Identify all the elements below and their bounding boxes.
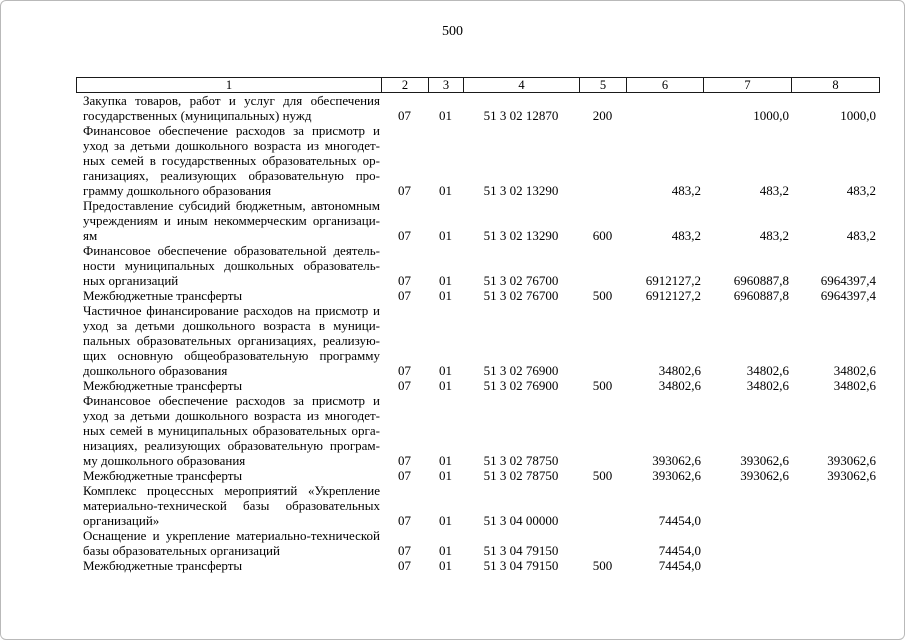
cell-value: 07 <box>398 228 411 243</box>
cell-c6 <box>626 198 703 243</box>
cell-value: 393062,6 <box>740 468 789 483</box>
name-line: государственных (муниципальных) нужд <box>83 108 312 123</box>
cell-c6 <box>626 378 703 393</box>
cell-value: 483,2 <box>671 228 701 243</box>
cell-c3 <box>428 378 463 393</box>
cell-name <box>76 198 381 243</box>
name-line: организаций» <box>83 513 160 528</box>
cell-value: 07 <box>398 453 411 468</box>
cell-value: 51 3 02 13290 <box>483 228 559 243</box>
header-cell-2: 2 <box>382 78 429 92</box>
name-line: Финансовое обеспечение расходов за присмотр и <box>83 393 380 408</box>
cell-value: 34802,6 <box>746 363 789 378</box>
table-row <box>76 528 880 558</box>
cell-c8 <box>791 558 878 573</box>
cell-c2 <box>381 198 428 243</box>
name-line: Оснащение и укрепление материально-технической <box>83 528 380 543</box>
name-line: Предоставление субсидий бюджетным, автономным <box>83 198 380 213</box>
cell-c4 <box>463 93 579 123</box>
cell-c7 <box>703 303 791 378</box>
cell-value: 51 3 04 00000 <box>483 513 559 528</box>
table-row <box>76 558 880 573</box>
page-number: 500 <box>442 24 463 39</box>
cell-value: 6960887,8 <box>733 288 789 303</box>
cell-value: 07 <box>398 513 411 528</box>
cell-c8 <box>791 483 878 528</box>
name-line: материально-технической базы образовательных <box>83 498 380 513</box>
cell-c6 <box>626 93 703 123</box>
cell-value: 500 <box>592 378 613 393</box>
cell-c5 <box>579 393 626 468</box>
cell-c5 <box>579 528 626 558</box>
cell-name <box>76 393 381 468</box>
cell-c5 <box>579 558 626 573</box>
cell-c2 <box>381 303 428 378</box>
name-line: щих основную общеобразовательную программу <box>83 348 380 363</box>
header-cell-7: 7 <box>704 78 792 92</box>
cell-c3 <box>428 303 463 378</box>
cell-c6 <box>626 393 703 468</box>
cell-c4 <box>463 558 579 573</box>
name-line: Межбюджетные трансферты <box>83 378 243 393</box>
cell-value: 07 <box>398 288 411 303</box>
cell-c8 <box>791 393 878 468</box>
cell-c7 <box>703 243 791 288</box>
cell-value: 51 3 02 76900 <box>483 378 559 393</box>
cell-value: 01 <box>439 183 452 198</box>
cell-c6 <box>626 243 703 288</box>
cell-c3 <box>428 288 463 303</box>
cell-c8 <box>791 288 878 303</box>
header-cell-8: 8 <box>832 78 839 92</box>
cell-c4 <box>463 123 579 198</box>
cell-value: 1000,0 <box>840 108 876 123</box>
cell-name <box>76 528 381 558</box>
header-cell-5: 5 <box>580 78 627 92</box>
cell-c5 <box>579 93 626 123</box>
cell-name <box>76 468 381 483</box>
cell-c4 <box>463 288 579 303</box>
name-line: Межбюджетные трансферты <box>83 288 243 303</box>
cell-value: 01 <box>439 378 452 393</box>
table-row <box>76 303 880 378</box>
cell-c4 <box>463 483 579 528</box>
cell-c2 <box>381 243 428 288</box>
name-line: Закупка товаров, работ и услуг для обеспечения <box>83 93 380 108</box>
cell-value: 34802,6 <box>833 363 876 378</box>
cell-value: 07 <box>398 108 411 123</box>
cell-value: 07 <box>398 558 411 573</box>
table-row <box>76 393 880 468</box>
name-line: ных семей в муниципальных образовательных орга- <box>83 423 380 438</box>
name-line: пальных образовательных организациях, реализую- <box>83 333 380 348</box>
cell-c7 <box>703 483 791 528</box>
cell-value: 51 3 02 76900 <box>483 363 559 378</box>
name-line: уход за детьми дошкольного возраста в муници- <box>83 318 380 333</box>
cell-value: 51 3 02 12870 <box>483 108 559 123</box>
cell-c3 <box>428 123 463 198</box>
cell-name <box>76 558 381 573</box>
cell-c7 <box>703 378 791 393</box>
cell-name <box>76 303 381 378</box>
cell-c5 <box>579 483 626 528</box>
name-line: дошкольного образования <box>83 363 228 378</box>
cell-c3 <box>428 468 463 483</box>
cell-value: 393062,6 <box>827 453 876 468</box>
cell-c8 <box>791 468 878 483</box>
cell-c4 <box>463 393 579 468</box>
cell-c4 <box>463 378 579 393</box>
name-line: ных организаций <box>83 273 179 288</box>
cell-c2 <box>381 288 428 303</box>
cell-c8 <box>791 303 878 378</box>
cell-c8 <box>791 93 878 123</box>
cell-value: 01 <box>439 288 452 303</box>
cell-name <box>76 483 381 528</box>
cell-value: 393062,6 <box>740 453 789 468</box>
cell-value: 200 <box>592 108 613 123</box>
name-line: учреждениям и иным некоммерческим организаци- <box>83 213 380 228</box>
name-line: Финансовое обеспечение расходов за присмотр и <box>83 123 380 138</box>
cell-value: 34802,6 <box>746 378 789 393</box>
cell-name <box>76 243 381 288</box>
cell-c6 <box>626 303 703 378</box>
cell-value: 01 <box>439 543 452 558</box>
cell-c4 <box>463 198 579 243</box>
cell-value: 393062,6 <box>652 468 701 483</box>
budget-table <box>76 77 880 573</box>
cell-c3 <box>428 558 463 573</box>
table-row <box>76 378 880 393</box>
cell-c2 <box>381 393 428 468</box>
cell-value: 07 <box>398 363 411 378</box>
header-cell-6: 6 <box>627 78 704 92</box>
table-header-row <box>76 77 880 93</box>
cell-c3 <box>428 93 463 123</box>
table-row <box>76 123 880 198</box>
cell-c6 <box>626 288 703 303</box>
cell-value: 6964397,4 <box>820 273 876 288</box>
name-line: базы образовательных организаций <box>83 543 280 558</box>
cell-value: 07 <box>398 543 411 558</box>
header-cell-4: 4 <box>464 78 580 92</box>
cell-c6 <box>626 123 703 198</box>
cell-c5 <box>579 468 626 483</box>
cell-value: 01 <box>439 228 452 243</box>
cell-value: 01 <box>439 273 452 288</box>
name-line: низациях, реализующих образовательную програм- <box>83 438 380 453</box>
cell-c6 <box>626 468 703 483</box>
cell-c5 <box>579 378 626 393</box>
name-line: Межбюджетные трансферты <box>83 558 243 573</box>
cell-value: 74454,0 <box>658 513 701 528</box>
cell-c8 <box>791 528 878 558</box>
table-row <box>76 468 880 483</box>
header-cell-3: 3 <box>429 78 464 92</box>
cell-c7 <box>703 393 791 468</box>
cell-value: 51 3 02 78750 <box>483 468 559 483</box>
cell-value: 500 <box>592 468 613 483</box>
cell-value: 01 <box>439 558 452 573</box>
cell-value: 500 <box>592 558 613 573</box>
cell-name <box>76 93 381 123</box>
name-line: уход за детьми дошкольного возраста из многодет- <box>83 408 380 423</box>
cell-value: 01 <box>439 363 452 378</box>
cell-c3 <box>428 393 463 468</box>
cell-c4 <box>463 528 579 558</box>
cell-value: 01 <box>439 513 452 528</box>
cell-c5 <box>579 303 626 378</box>
cell-value: 07 <box>398 273 411 288</box>
cell-value: 483,2 <box>759 183 789 198</box>
name-line: Комплекс процессных мероприятий «Укрепление <box>83 483 380 498</box>
cell-c6 <box>626 528 703 558</box>
cell-c7 <box>703 288 791 303</box>
cell-value: 6912127,2 <box>645 288 701 303</box>
cell-value: 51 3 04 79150 <box>483 558 559 573</box>
header-cell-1: 1 <box>77 78 382 92</box>
cell-c7 <box>703 558 791 573</box>
name-line: Межбюджетные трансферты <box>83 468 243 483</box>
table-body <box>76 93 880 573</box>
cell-value: 51 3 04 79150 <box>483 543 559 558</box>
table-row <box>76 288 880 303</box>
cell-c2 <box>381 558 428 573</box>
cell-c3 <box>428 198 463 243</box>
cell-value: 51 3 02 76700 <box>483 273 559 288</box>
name-line: му дошкольного образования <box>83 453 246 468</box>
cell-value: 07 <box>398 378 411 393</box>
cell-c4 <box>463 303 579 378</box>
cell-value: 6912127,2 <box>645 273 701 288</box>
cell-name <box>76 378 381 393</box>
cell-value: 51 3 02 13290 <box>483 183 559 198</box>
cell-c8 <box>791 123 878 198</box>
cell-name <box>76 123 381 198</box>
cell-c5 <box>579 198 626 243</box>
cell-value: 34802,6 <box>658 378 701 393</box>
cell-value: 01 <box>439 468 452 483</box>
cell-value: 483,2 <box>846 228 876 243</box>
cell-c8 <box>791 378 878 393</box>
cell-c7 <box>703 528 791 558</box>
cell-c2 <box>381 378 428 393</box>
cell-c8 <box>791 243 878 288</box>
table-row <box>76 483 880 528</box>
cell-c5 <box>579 288 626 303</box>
name-line: Финансовое обеспечение образовательной деятель- <box>83 243 380 258</box>
cell-value: 07 <box>398 183 411 198</box>
cell-c2 <box>381 483 428 528</box>
cell-value: 07 <box>398 468 411 483</box>
cell-value: 34802,6 <box>658 363 701 378</box>
name-line: ганизациях, реализующих образовательную про- <box>83 168 380 183</box>
name-line: Частичное финансирование расходов на присмотр и <box>83 303 380 318</box>
cell-name <box>76 288 381 303</box>
cell-value: 483,2 <box>846 183 876 198</box>
table-row <box>76 198 880 243</box>
name-line: грамму дошкольного образования <box>83 183 272 198</box>
cell-value: 34802,6 <box>833 378 876 393</box>
cell-c6 <box>626 483 703 528</box>
cell-c3 <box>428 243 463 288</box>
cell-value: 51 3 02 76700 <box>483 288 559 303</box>
cell-value: 51 3 02 78750 <box>483 453 559 468</box>
cell-c3 <box>428 528 463 558</box>
cell-c2 <box>381 123 428 198</box>
cell-value: 6960887,8 <box>733 273 789 288</box>
cell-value: 483,2 <box>671 183 701 198</box>
name-line: уход за детьми дошкольного возраста из многодет- <box>83 138 380 153</box>
cell-value: 393062,6 <box>652 453 701 468</box>
cell-value: 74454,0 <box>658 543 701 558</box>
cell-c5 <box>579 243 626 288</box>
cell-c8 <box>791 198 878 243</box>
cell-c7 <box>703 123 791 198</box>
cell-value: 500 <box>592 288 613 303</box>
table-row <box>76 93 880 123</box>
cell-c3 <box>428 483 463 528</box>
cell-c6 <box>626 558 703 573</box>
name-line: ных семей в государственных образовательных ор- <box>83 153 380 168</box>
cell-c4 <box>463 243 579 288</box>
cell-value: 1000,0 <box>753 108 789 123</box>
cell-c4 <box>463 468 579 483</box>
cell-value: 6964397,4 <box>820 288 876 303</box>
cell-value: 600 <box>592 228 613 243</box>
name-line: ям <box>83 228 98 243</box>
cell-c5 <box>579 123 626 198</box>
name-line: ности муниципальных дошкольных образователь- <box>83 258 380 273</box>
table-row <box>76 243 880 288</box>
cell-value: 483,2 <box>759 228 789 243</box>
cell-c7 <box>703 198 791 243</box>
cell-value: 01 <box>439 453 452 468</box>
cell-value: 393062,6 <box>827 468 876 483</box>
cell-c2 <box>381 528 428 558</box>
cell-c2 <box>381 93 428 123</box>
cell-c7 <box>703 93 791 123</box>
cell-c2 <box>381 468 428 483</box>
cell-value: 01 <box>439 108 452 123</box>
cell-c7 <box>703 468 791 483</box>
cell-value: 74454,0 <box>658 558 701 573</box>
